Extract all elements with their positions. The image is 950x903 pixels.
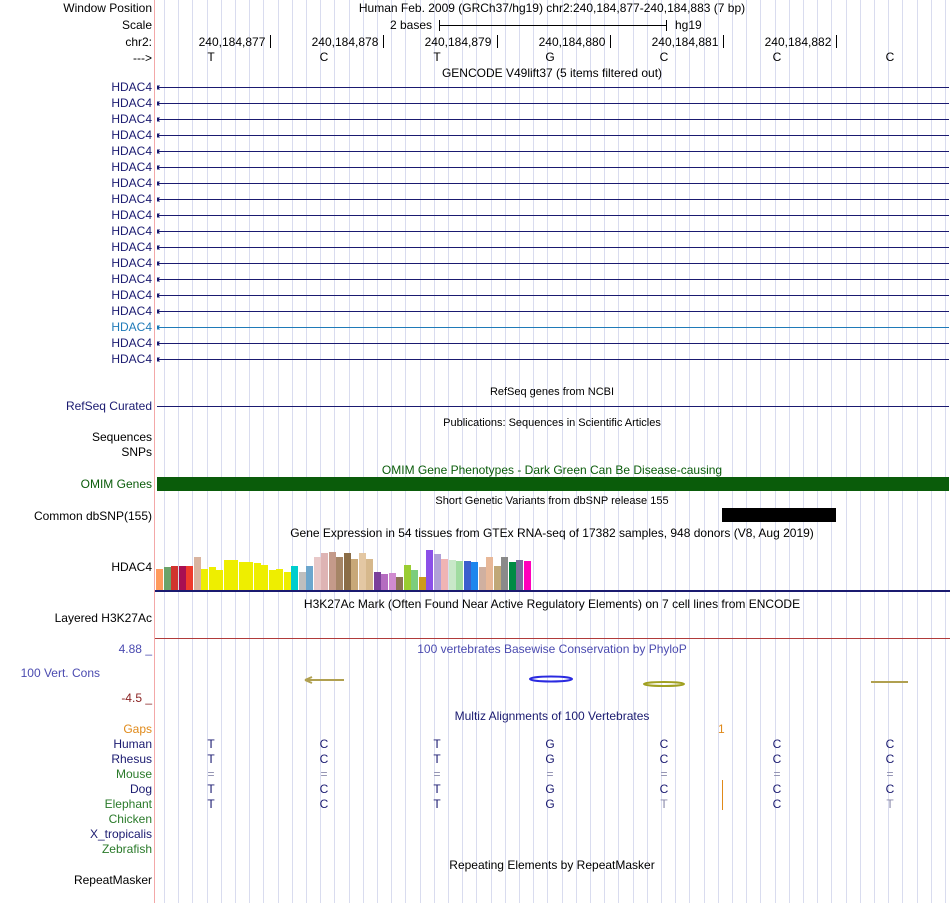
h3k27ac-label[interactable]: Layered H3K27Ac — [54, 611, 152, 625]
gtex-tissue-bar[interactable] — [464, 561, 471, 590]
strand-arrows-icon — [157, 355, 949, 364]
aligned-base: T — [207, 752, 215, 766]
gtex-tissue-bar[interactable] — [246, 562, 253, 590]
gtex-tissue-bar[interactable] — [156, 569, 163, 590]
species-label[interactable]: Dog — [129, 782, 152, 796]
gap-marker: 1 — [718, 722, 725, 736]
repeatmasker-title: Repeating Elements by RepeatMasker — [449, 858, 655, 872]
gtex-tissue-bar[interactable] — [509, 562, 516, 590]
position-tick — [383, 35, 384, 48]
phylop-label[interactable]: 100 Vert. Cons — [20, 666, 100, 680]
aligned-base: C — [885, 737, 895, 751]
gtex-label[interactable]: HDAC4 — [111, 560, 152, 574]
species-label[interactable]: Human — [113, 737, 152, 751]
gtex-tissue-bar[interactable] — [276, 569, 283, 590]
species-label[interactable]: Rhesus — [111, 752, 152, 766]
gtex-tissue-bar[interactable] — [306, 566, 313, 590]
gtex-tissue-bar[interactable] — [186, 566, 193, 590]
gencode-transcript-label[interactable]: HDAC4 — [111, 144, 152, 158]
position-label: 240,184,877 — [198, 35, 266, 49]
gtex-tissue-bar[interactable] — [441, 559, 448, 590]
strand-arrows-icon — [157, 339, 949, 348]
gencode-transcript-label[interactable]: HDAC4 — [111, 288, 152, 302]
aligned-base: T — [660, 797, 668, 811]
gencode-transcript-label[interactable]: HDAC4 — [111, 256, 152, 270]
gencode-transcript-label[interactable]: HDAC4 — [111, 208, 152, 222]
position-label: 240,184,879 — [424, 35, 492, 49]
aligned-base: C — [772, 752, 782, 766]
window-position-label: Window Position — [63, 1, 152, 15]
gtex-tissue-bar[interactable] — [321, 553, 328, 590]
aligned-base: = — [886, 767, 894, 781]
strand-arrows-icon — [157, 163, 949, 172]
reference-base: T — [207, 50, 215, 64]
gencode-transcript-label[interactable]: HDAC4 — [111, 80, 152, 94]
gencode-transcript-label[interactable]: HDAC4 — [111, 240, 152, 254]
gtex-tissue-bar[interactable] — [224, 560, 231, 590]
strand-arrows-icon — [157, 115, 949, 124]
aligned-base: C — [772, 782, 782, 796]
gtex-tissue-bar[interactable] — [179, 566, 186, 590]
species-label[interactable]: Mouse — [115, 767, 152, 781]
gtex-tissue-bar[interactable] — [284, 572, 291, 590]
gtex-tissue-bar[interactable] — [419, 577, 426, 590]
gtex-tissue-bar[interactable] — [479, 567, 486, 590]
strand-arrows-icon — [157, 227, 949, 236]
refseq-gene-line[interactable] — [157, 406, 949, 407]
gencode-transcript-label[interactable]: HDAC4 — [111, 96, 152, 110]
gtex-tissue-bar[interactable] — [299, 572, 306, 590]
gencode-transcript-label[interactable]: HDAC4 — [111, 224, 152, 238]
gtex-tissue-bar[interactable] — [209, 567, 216, 590]
dbsnp-variant-bar[interactable] — [722, 508, 836, 522]
sequences-label[interactable]: Sequences — [91, 430, 152, 444]
gencode-title: GENCODE V49lift37 (5 items filtered out) — [441, 66, 663, 80]
gtex-tissue-bar[interactable] — [291, 566, 298, 590]
scale-text: 2 bases — [390, 18, 433, 32]
aligned-base: C — [659, 782, 669, 796]
chrom-label: chr2: — [125, 35, 152, 49]
gap-insertion-line — [722, 780, 723, 810]
gtex-tissue-bar[interactable] — [456, 561, 463, 590]
strand-arrows-icon — [157, 211, 949, 220]
gencode-transcript-label[interactable]: HDAC4 — [111, 160, 152, 174]
window-position-text: Human Feb. 2009 (GRCh37/hg19) chr2:240,184,877-240,184,883 (7 bp) — [358, 1, 746, 15]
scale-bar — [439, 25, 666, 26]
snps-label[interactable]: SNPs — [121, 445, 152, 459]
species-label[interactable]: Chicken — [108, 812, 152, 826]
repeatmasker-label[interactable]: RepeatMasker — [73, 873, 152, 887]
aligned-base: = — [207, 767, 215, 781]
gaps-label[interactable]: Gaps — [123, 722, 152, 736]
gtex-tissue-bar[interactable] — [366, 559, 373, 590]
gtex-tissue-bar[interactable] — [329, 552, 336, 590]
gtex-tissue-bar[interactable] — [239, 562, 246, 590]
aligned-base: T — [207, 782, 215, 796]
scale-label: Scale — [121, 18, 152, 32]
gtex-tissue-bar[interactable] — [164, 567, 171, 590]
aligned-base: C — [319, 752, 329, 766]
gtex-title: Gene Expression in 54 tissues from GTEx RNA-seq of 17382 samples, 948 donors (V8, Aug 2019) — [290, 526, 814, 540]
gtex-tissue-bar[interactable] — [344, 553, 351, 590]
gtex-tissue-bar[interactable] — [389, 573, 396, 590]
gtex-tissue-bar[interactable] — [381, 574, 388, 590]
aligned-base: G — [545, 752, 555, 766]
reference-base: C — [772, 50, 782, 64]
h3k27ac-baseline — [155, 638, 950, 639]
gtex-tissue-bar[interactable] — [524, 561, 531, 590]
assembly-label: hg19 — [675, 18, 702, 32]
gencode-transcript-label[interactable]: HDAC4 — [111, 320, 152, 334]
strand-arrows-icon — [157, 323, 949, 332]
strand-arrows-icon — [157, 179, 949, 188]
aligned-base: C — [772, 737, 782, 751]
gencode-transcript-label[interactable]: HDAC4 — [111, 352, 152, 366]
gencode-transcript-label[interactable]: HDAC4 — [111, 192, 152, 206]
species-label[interactable]: X_tropicalis — [89, 827, 152, 841]
dbsnp-title: Short Genetic Variants from dbSNP release 155 — [435, 495, 669, 507]
gtex-tissue-bar[interactable] — [486, 557, 493, 590]
phylop-mark-2 — [530, 677, 572, 682]
gtex-tissue-bar[interactable] — [351, 559, 358, 590]
aligned-base: C — [772, 797, 782, 811]
aligned-base: = — [660, 767, 668, 781]
publications-title: Publications: Sequences in Scientific Articles — [443, 417, 661, 429]
gtex-tissue-bar[interactable] — [201, 569, 208, 590]
aligned-base: T — [886, 797, 894, 811]
aligned-base: T — [207, 797, 215, 811]
dbsnp-label[interactable]: Common dbSNP(155) — [33, 509, 152, 523]
label-separator — [154, 0, 155, 903]
aligned-base: T — [433, 737, 441, 751]
position-tick — [610, 35, 611, 48]
gtex-tissue-bar[interactable] — [216, 570, 223, 590]
gtex-tissue-bar[interactable] — [374, 572, 381, 590]
position-label: 240,184,882 — [764, 35, 832, 49]
gtex-tissue-bar[interactable] — [359, 553, 366, 590]
reference-base: T — [433, 50, 441, 64]
phylop-max-label: 4.88 _ — [118, 642, 152, 656]
strand-label: ---> — [133, 51, 152, 65]
aligned-base: = — [433, 767, 441, 781]
gtex-tissue-bar[interactable] — [411, 570, 418, 590]
gtex-tissue-bar[interactable] — [501, 557, 508, 590]
gtex-tissue-bar[interactable] — [314, 557, 321, 590]
aligned-base: G — [545, 782, 555, 796]
gtex-tissue-bar[interactable] — [426, 550, 433, 590]
species-label[interactable]: Elephant — [104, 797, 152, 811]
gtex-tissue-bar[interactable] — [261, 565, 268, 590]
aligned-base: C — [885, 752, 895, 766]
gtex-bar-chart[interactable] — [156, 540, 556, 590]
scale-bar-right — [666, 20, 667, 31]
strand-arrows-icon — [157, 307, 949, 316]
omim-title: OMIM Gene Phenotypes - Dark Green Can Be Disease-causing — [381, 463, 723, 477]
strand-arrows-icon — [157, 259, 949, 268]
gtex-tissue-bar[interactable] — [336, 557, 343, 590]
position-tick — [836, 35, 837, 48]
strand-arrows-icon — [157, 243, 949, 252]
aligned-base: T — [433, 797, 441, 811]
phylop-signal — [0, 670, 950, 690]
phylop-title: 100 vertebrates Basewise Conservation by PhyloP — [417, 642, 687, 656]
position-tick — [497, 35, 498, 48]
aligned-base: = — [546, 767, 554, 781]
gencode-transcript-label[interactable]: HDAC4 — [111, 272, 152, 286]
strand-arrows-icon — [157, 147, 949, 156]
strand-arrows-icon — [157, 291, 949, 300]
aligned-base: G — [545, 737, 555, 751]
aligned-base: C — [885, 782, 895, 796]
gtex-tissue-bar[interactable] — [434, 554, 441, 590]
aligned-base: = — [320, 767, 328, 781]
gencode-transcript-label[interactable]: HDAC4 — [111, 112, 152, 126]
aligned-base: T — [433, 782, 441, 796]
position-tick — [270, 35, 271, 48]
gencode-transcript-label[interactable]: HDAC4 — [111, 176, 152, 190]
gtex-gene-bar — [155, 590, 950, 592]
gtex-tissue-bar[interactable] — [396, 577, 403, 590]
phylop-min-label: -4.5 _ — [121, 691, 152, 705]
aligned-base: T — [433, 752, 441, 766]
position-label: 240,184,878 — [311, 35, 379, 49]
refseq-title: RefSeq genes from NCBI — [489, 386, 615, 398]
position-label: 240,184,881 — [651, 35, 719, 49]
gtex-tissue-bar[interactable] — [231, 560, 238, 590]
aligned-base: C — [319, 797, 329, 811]
gtex-tissue-bar[interactable] — [194, 557, 201, 590]
phylop-mark-1 — [305, 677, 344, 683]
reference-base: C — [659, 50, 669, 64]
gtex-tissue-bar[interactable] — [171, 566, 178, 590]
gencode-transcript-label[interactable]: HDAC4 — [111, 304, 152, 318]
strand-arrows-icon — [157, 99, 949, 108]
strand-arrows-icon — [157, 83, 949, 92]
strand-arrows-icon — [157, 195, 949, 204]
aligned-base: C — [319, 737, 329, 751]
omim-feature-bar[interactable] — [157, 477, 949, 491]
aligned-base: C — [659, 737, 669, 751]
gtex-tissue-bar[interactable] — [254, 563, 261, 590]
reference-base: C — [885, 50, 895, 64]
aligned-base: G — [545, 797, 555, 811]
reference-base: G — [545, 50, 555, 64]
gtex-tissue-bar[interactable] — [471, 562, 478, 590]
gencode-transcript-label[interactable]: HDAC4 — [111, 336, 152, 350]
gencode-transcript-label[interactable]: HDAC4 — [111, 128, 152, 142]
aligned-base: = — [773, 767, 781, 781]
strand-arrows-icon — [157, 275, 949, 284]
aligned-base: C — [659, 752, 669, 766]
aligned-base: T — [207, 737, 215, 751]
gtex-tissue-bar[interactable] — [494, 566, 501, 590]
omim-label[interactable]: OMIM Genes — [80, 477, 152, 491]
gtex-tissue-bar[interactable] — [269, 570, 276, 590]
gtex-tissue-bar[interactable] — [449, 560, 456, 590]
phylop-mark-3 — [644, 682, 684, 686]
reference-base: C — [319, 50, 329, 64]
strand-arrows-icon — [157, 131, 949, 140]
gtex-tissue-bar[interactable] — [516, 560, 523, 590]
refseq-label[interactable]: RefSeq Curated — [65, 399, 152, 413]
h3k27ac-title: H3K27Ac Mark (Often Found Near Active Regulatory Elements) on 7 cell lines from ENCODE — [303, 597, 801, 611]
aligned-base: C — [319, 782, 329, 796]
multiz-title: Multiz Alignments of 100 Vertebrates — [454, 709, 650, 723]
position-tick — [723, 35, 724, 48]
position-label: 240,184,880 — [538, 35, 606, 49]
gtex-tissue-bar[interactable] — [404, 565, 411, 590]
species-label[interactable]: Zebrafish — [101, 842, 152, 856]
